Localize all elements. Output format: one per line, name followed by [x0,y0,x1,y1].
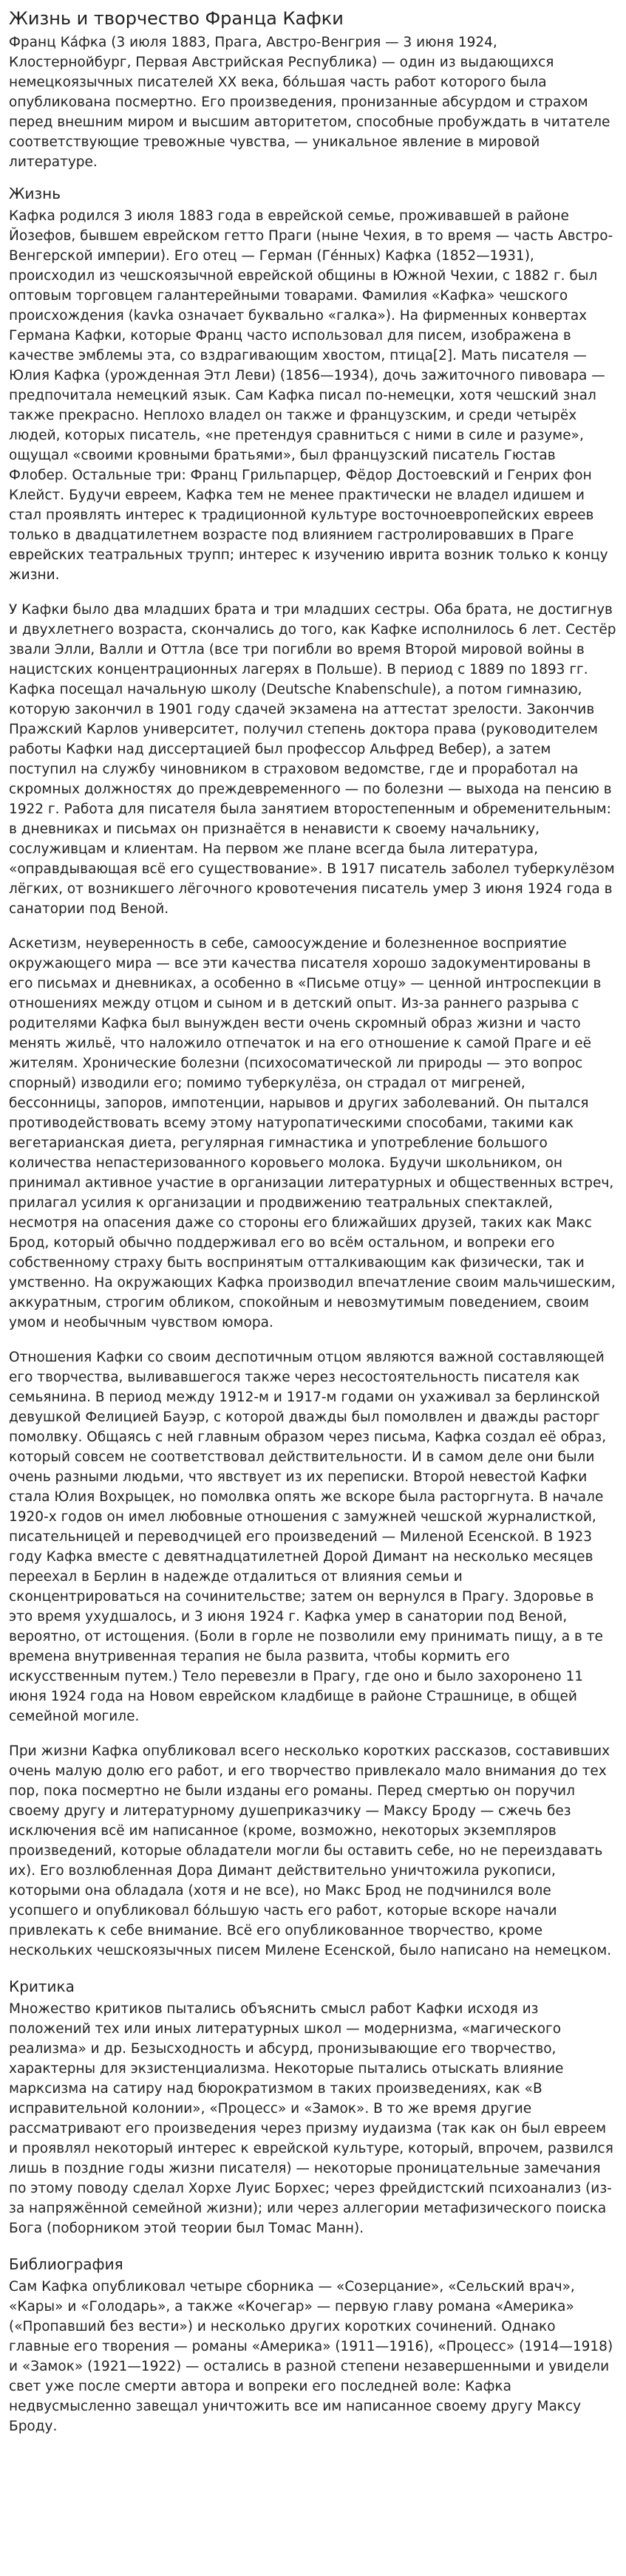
section-life [9,182,617,1961]
paragraph: Аскетизм, неуверенность в себе, самоосуждение и болезненное восприятие окружающего мира — все эти качества писателя хорошо задокументированы в его письмах и дневниках, а особенно в «Письме отцу» — ценной интроспекции в отношениях между отцом и сыном и в детский опыт. Из-за раннего разрыва с родителями Кафка был вынужден вести очень скромный образ жизни и часто менять жильё, что наложило отпечаток и на его отношение к самой Праге и её жителям. Хронические болезни (психосоматической ли природы — это вопрос спорный) изводили его; помимо туберкулёза, он страдал от мигреней, бессонницы, запоров, импотенции, нарывов и других заболеваний. Он пытался противодействовать всему этому натуропатическими способами, такими как вегетарианская диета, регулярная гимнастика и употребление большого количества непастеризованного коровьего молока. Будучи школьником, он принимал активное участие в организации литературных и общественных встреч, прилагал усилия к организации и продвижению театральных спектаклей, несмотря на опасения даже со стороны его ближайших друзей, таких как Макс Брод, который обычно поддерживал его во всём остальном, и вопреки его собственному страху быть воспринятым отталкивающим как физически, так и умственно. На окружающих Кафка производил впечатление своим мальчишеским, аккуратным, строгим обликом, спокойным и невозмутимым поведением, своим умом и необычным чувством юмора. [9,936,616,1330]
section-heading: Критика [9,1978,75,1995]
paragraph: Сам Кафка опубликовал четыре сборника — «Созерцание», «Сельский врач», «Кары» и «Голодарь», а также «Кочегар» — первую главу романа «Америка» («Пропавший без вести») и несколько других коротких сочинений. Однако главные его творения — романы «Америка» (1911—1916), «Процесс» (1914—1918) и «Замок» (1921—1922) — остались в разной степени незавершенными и увидели свет уже после смерти автора и вопреки его последней воле: Кафка недвусмысленно завещал уничтожить все им написанное своему другу Максу Броду. [9,2279,613,2434]
paragraph: У Кафки было два младших брата и три младших сестры. Оба брата, не достигнув и двухлетнего возраста, скончались до того, как Кафке исполнилось 6 лет. Сестёр звали Элли, Валли и Оттла (все три погибли во время Второй мировой войны в нацистских концентрационных лагерях в Польше). В период с 1889 по 1893 гг. Кафка посещал начальную школу (Deutsche Knabenschule), а потом гимназию, которую закончил в 1901 году сдачей экзамена на аттестат зрелости. Закончив Пражский Карлов университет, получил степень доктора права (руководителем работы Кафки над диссертацией был профессор Альфред Вебер), а затем поступил на службу чиновником в страховом ведомстве, где и проработал на скромных должностях до преждевременного — по болезни — выхода на пенсию в 1922 г. Работа для писателя была занятием второстепенным и обременительным: в дневниках и письмах он признаётся в ненависти к своему начальнику, сослуживцам и клиентам. На первом же плане всегда была литература, «оправдывающая всё его существование». В 1917 писатель заболел туберкулёзом лёгких, от возникшего лёгочного кровотечения писатель умер 3 июня 1924 года в санатории под Веной. [9,602,616,917]
section-bibliography [9,2253,617,2436]
paragraph: Отношения Кафки со своим деспотичным отцом являются важной составляющей его творчества, выливавшегося также через несостоятельность писателя как семьянина. В период между 1912-м и 1917-м годами он ухаживал за берлинской девушкой Фелицией Бауэр, с которой дважды был помолвлен и дважды расторг помолвку. Общаясь с ней главным образом через письма, Кафка создал её образ, который совсем не соответствовал действительности. И в самом деле они были очень разными людьми, что явствует из их переписки. Второй невестой Кафки стала Юлия Вохрыцек, но помолвка опять же вскоре была расторгнута. В начале 1920-х годов он имел любовные отношения с замужней чешской журналисткой, писательницей и переводчицей его произведений — Миленой Есенской. В 1923 году Кафка вместе с девятнадцатилетней Дорой Димант на несколько месяцев переехал в Берлин в надежде отдалиться от влияния семьи и сконцентрироваться на сочинительстве; затем он вернулся в Прагу. Здоровье в это время ухудшалось, и 3 июня 1924 г. Кафка умер в санатории под Веной, вероятно, от истощения. (Боли в горле не позволили ему принимать пищу, а в те времена внутривенная терапия не была развита, чтобы кормить его искусственным путем.) Тело перевезли в Прагу, где оно и было захоронено 11 июня 1924 года на Новом еврейском кладбище в районе Страшнице, в общей семейной могиле. [9,1350,607,1724]
section-criticism [9,1975,617,2238]
paragraph: При жизни Кафка опубликовал всего несколько коротких рассказов, составивших очень малую долю его работ, и его творчество привлекало мало внимания до тех пор, пока посмертно не были изданы его романы. Перед смертью он поручил своему другу и литературному душеприказчику — Максу Броду — сжечь без исключения всё им написанное (кроме, возможно, некоторых экземпляров произведений, которые обладатели могли бы оставить себе, но не переиздавать их). Его возлюбленная Дора Димант действительно уничтожила рукописи, которыми она обладала (хотя и не все), но Макс Брод не подчинился воле усопшего и опубликовал бо́льшую часть его работ, которые вскоре начали привлекать к себе внимание. Всё его опубликованное творчество, кроме нескольких чешскоязычных писем Милене Есенской, было написано на немецком. [9,1743,612,1958]
section-heading: Жизнь [9,185,61,202]
paragraph: Множество критиков пытались объяснить смысл работ Кафки исходя из положений тех или иных литературных школ — модернизма, «магического реализма» и др. Безысходность и абсурд, пронизывающие его творчество, характерны для экзистенциализма. Некоторые пытались отыскать влияние марксизма на сатиру над бюрократизмом в таких произведениях, как «В исправительной колонии», «Процесс» и «Замок». В то же время другие рассматривают его произведения через призму иудаизма (так как он был евреем и проявлял некоторый интерес к еврейской культуре, который, впрочем, развился лишь в поздние годы жизни писателя) — некоторые проницательные замечания по этому поводу сделал Хорхе Луис Борхес; через фрейдистский психоанализ (из-за напряжённой семейной жизни); или через аллегории метафизического поиска Бога (поборником этой теории был Томас Манн). [9,2001,613,2236]
intro-paragraph: Франц Ка́фка (3 июля 1883, Прага, Австро-Венгрия — 3 июня 1924, Клостернойбург, Первая Австрийская Республика) — один из выдающихся немецкоязычных писателей XX века, бо́льшая часть работ которого была опубликована посмертно. Его произведения, пронизанные абсурдом и страхом перед внешним миром и высшим авторитетом, способные пробуждать в читателе соответствующие тревожные чувства, — уникальное явление в мировой литературе. [9,35,610,170]
page-title: Жизнь и творчество Франца Кафки [9,8,344,29]
paragraph: Кафка родился 3 июля 1883 года в еврейской семье, проживавшей в районе Йозефов, бывшем еврейском гетто Праги (ныне Чехия, в то время — часть Австро-Венгерской империи). Его отец — Герман (Ге́нных) Кафка (1852—1931), происходил из чешскоязычной еврейской общины в Южной Чехии, с 1882 г. был оптовым торговцем галантерейными товарами. Фамилия «Кафка» чешского происхождения (kavka означает буквально «галка»). На фирменных конвертах Германа Кафки, которые Франц часто использовал для писем, изображена в качестве эмблемы эта, со вздрагивающим хвостом, птица[2]. Мать писателя — Юлия Кафка (урожденная Этл Леви) (1856—1934), дочь зажиточного пивовара — предпочитала немецкий язык. Сам Кафка писал по-немецки, хотя чешский знал также прекрасно. Неплохо владел он также и французским, и среди четырёх людей, которых писатель, «не претендуя сравниться с ними в силе и разуме», ощущал «своими кровными братьями», был французский писатель Гюстав Флобер. Остальные три: Франц Грильпарцер, Фёдор Достоевский и Генрих фон Клейст. Будучи евреем, Кафка тем не менее практически не владел идишем и стал проявлять интерес к традиционной культуре восточноевропейских евреев только в двадцатилетнем возрасте под влиянием гастролировавших в Праге еврейских театральных трупп; интерес к изучению иврита возник только к концу жизни. [9,208,613,583]
section-heading: Библиография [9,2255,123,2273]
